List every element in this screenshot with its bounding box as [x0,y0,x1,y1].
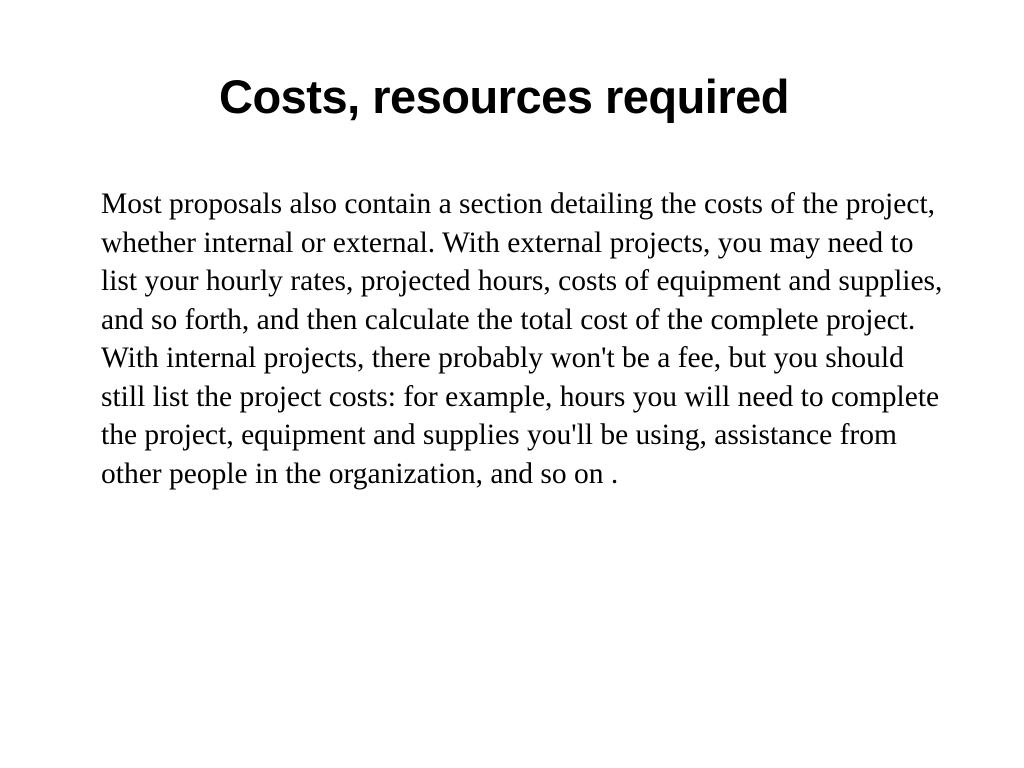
slide-title: Costs, resources required [219,70,789,123]
slide-body-text: Most proposals also contain a section detailing the costs of the project, whether internal or external. With external projects, you may need to list your hourly rates, projected hours, costs of equipment and supplies, and so forth, and then calculate the total cost of the complete project. With internal projects, there probably won't be a fee, but you should still list the project costs: for example, hours you will need to complete the project, equipment and supplies you'll be using, assistance from other people in the organization, and so on . [101,188,943,490]
